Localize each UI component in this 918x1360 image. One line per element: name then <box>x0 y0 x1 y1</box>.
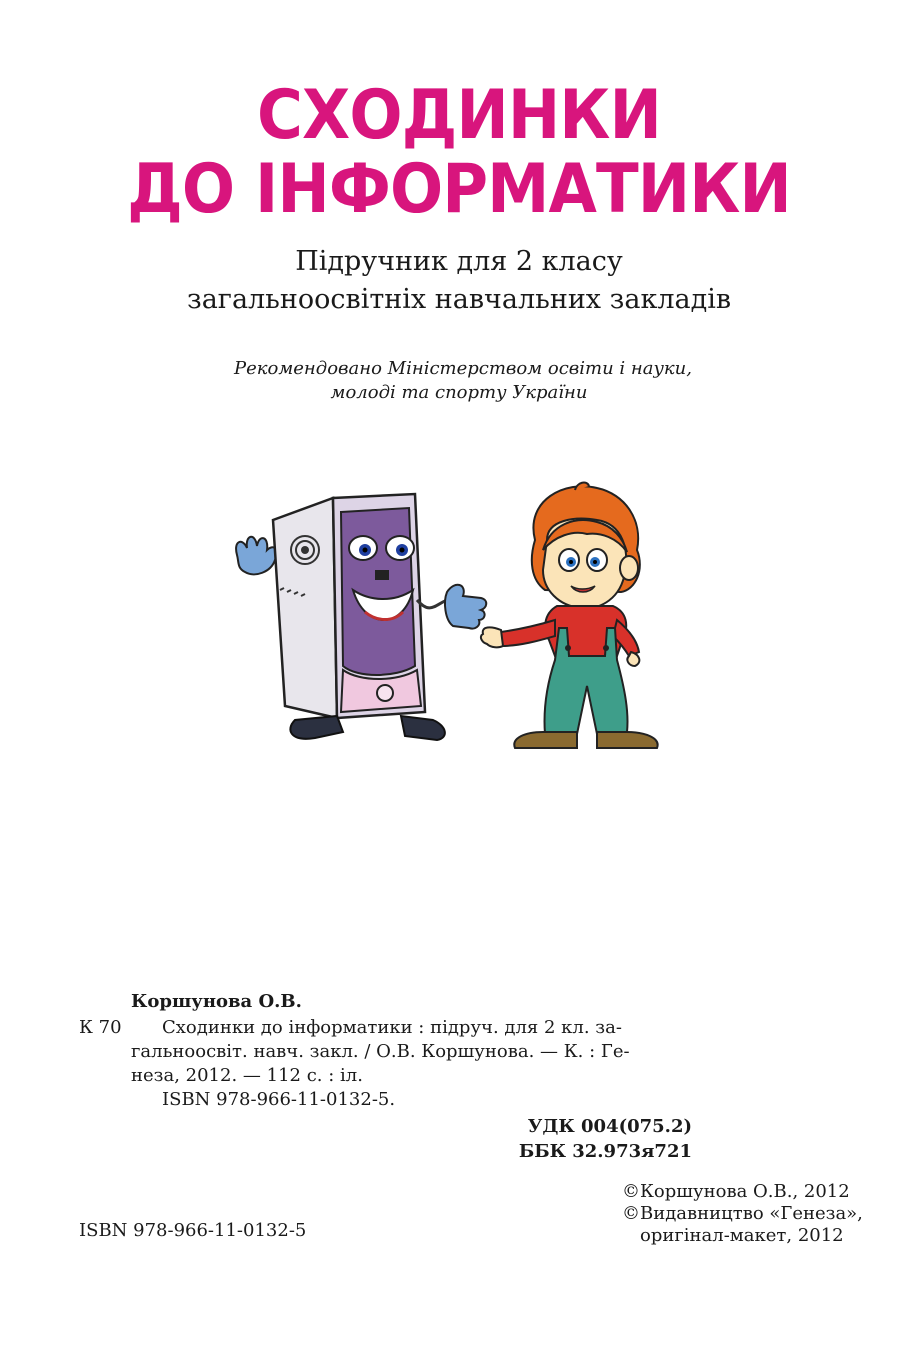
boy-character-icon <box>481 483 658 748</box>
book-title-line-2: ДО ІНФОРМАТИКИ <box>127 150 791 229</box>
book-title-line-1: СХОДИНКИ <box>257 76 661 155</box>
biblio-code: К 70 <box>79 1017 122 1038</box>
recommendation-line-1: Рекомендовано Міністерством освіти і науки, <box>234 358 692 379</box>
biblio-isbn: ISBN 978-966-11-0132-5. <box>162 1089 396 1110</box>
subtitle-line-2: загальноосвітніх навчальних закладів <box>186 284 732 315</box>
biblio-line-2: гальноосвіт. навч. закл. / О.В. Коршунова. — К. : Ге- <box>131 1041 630 1062</box>
cover-illustration <box>225 480 705 755</box>
biblio-line-1: Сходинки до інформатики : підруч. для 2 кл. за- <box>162 1017 622 1038</box>
copyright-layout: оригінал-макет, 2012 <box>640 1225 844 1246</box>
bbk-code: ББК 32.973я721 <box>518 1141 692 1162</box>
computer-character-icon <box>236 494 486 740</box>
biblio-author: Коршунова О.В. <box>131 991 302 1012</box>
udk-code: УДК 004(075.2) <box>527 1116 692 1137</box>
footer-isbn: ISBN 978-966-11-0132-5 <box>79 1220 307 1241</box>
biblio-line-3: неза, 2012. — 112 с. : іл. <box>131 1065 363 1086</box>
copyright-author: ©Коршунова О.В., 2012 <box>622 1181 850 1202</box>
copyright-publisher: ©Видавництво «Генеза», <box>622 1203 863 1224</box>
recommendation-line-2: молоді та спорту України <box>330 382 588 403</box>
subtitle-line-1: Підручник для 2 класу <box>295 246 623 277</box>
